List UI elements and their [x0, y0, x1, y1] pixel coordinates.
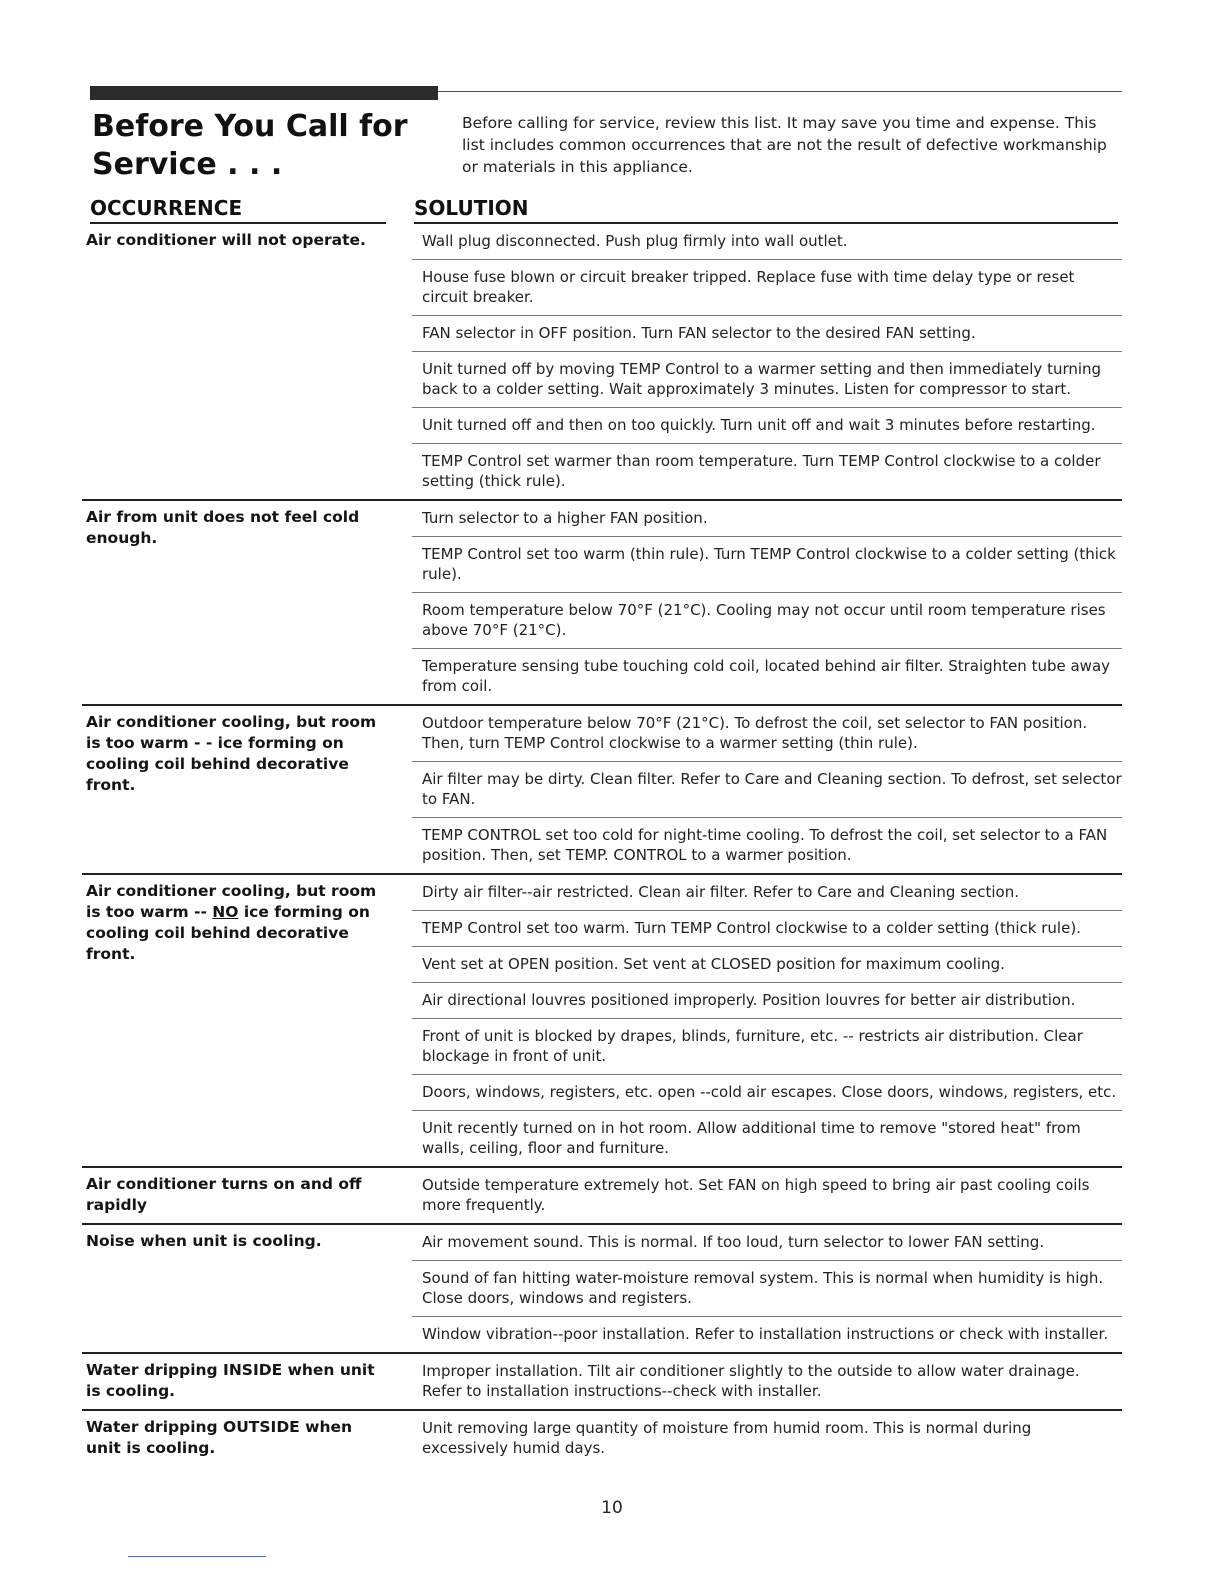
solution-item: Front of unit is blocked by drapes, blinds, furniture, etc. -- restricts air distribution. Clear blockage in front of unit. [412, 1019, 1122, 1075]
header-rule-line [438, 91, 1122, 92]
solution-item: Turn selector to a higher FAN position. [412, 501, 1122, 537]
solution-item: House fuse blown or circuit breaker tripped. Replace fuse with time delay type or reset circuit breaker. [412, 260, 1122, 316]
solution-item: Outdoor temperature below 70°F (21°C). To defrost the coil, set selector to FAN position. Then, turn TEMP Control clockwise to a warmer setting (thin rule). [412, 706, 1122, 762]
occurrence-text: Air conditioner cooling, but room is too warm - - ice forming on cooling coil behind decorative front. [86, 713, 377, 794]
solution-item: Vent set at OPEN position. Set vent at CLOSED position for maximum cooling. [412, 947, 1122, 983]
occurrence-text: Air conditioner turns on and off rapidly [86, 1175, 362, 1214]
solution-item: Temperature sensing tube touching cold coil, located behind air filter. Straighten tube away from coil. [422, 657, 1111, 695]
solution-item: Air filter may be dirty. Clean filter. Refer to Care and Cleaning section. To defrost, set selector to FAN. [412, 762, 1122, 818]
solution-column-header: SOLUTION [414, 196, 529, 220]
occurrence-group [82, 875, 1122, 1168]
solution-item: Dirty air filter--air restricted. Clean air filter. Refer to Care and Cleaning section. [412, 875, 1122, 911]
solution-item: Air movement sound. This is normal. If too loud, turn selector to lower FAN setting. [412, 1225, 1122, 1261]
page-title: Before You Call for Service . . . [92, 109, 408, 182]
page-number: 10 [601, 1498, 623, 1518]
solution-item: Doors, windows, registers, etc. open --cold air escapes. Close doors, windows, registers, etc. [412, 1075, 1122, 1111]
solution-list [412, 1354, 1122, 1409]
solution-item: Wall plug disconnected. Push plug firmly into wall outlet. [412, 224, 1122, 260]
occurrence-column-header: OCCURRENCE [90, 196, 243, 220]
solution-item: TEMP Control set warmer than room temperature. Turn TEMP Control clockwise to a colder setting (thick rule). [422, 452, 1101, 490]
occurrence-text: Noise when unit is cooling. [86, 1232, 322, 1250]
occurrence-group [82, 706, 1122, 875]
solution-list [412, 1168, 1122, 1223]
solution-item: TEMP CONTROL set too cold for night-time cooling. To defrost the coil, set selector to a FAN position. Then, set TEMP. CONTROL to a warmer position. [422, 826, 1108, 864]
occurrence-text: Air from unit does not feel cold enough. [86, 508, 360, 547]
occurrence-group [82, 1354, 1122, 1411]
solution-list [412, 706, 1122, 873]
occurrence-group [82, 501, 1122, 706]
solution-item: Unit recently turned on in hot room. Allow additional time to remove "stored heat" from walls, ceiling, floor and furniture. [422, 1119, 1081, 1157]
occurrence-text-end: ice forming on cooling coil behind decorative front. [86, 903, 370, 963]
occurrence-group [82, 224, 1122, 501]
troubleshooting-table [82, 224, 1122, 1466]
occurrence-text: Water dripping INSIDE when unit is cooling. [86, 1361, 375, 1400]
solution-item: Room temperature below 70°F (21°C). Cooling may not occur until room temperature rises above 70°F (21°C). [412, 593, 1122, 649]
occurrence-group [82, 1168, 1122, 1225]
header-rule [90, 86, 1122, 102]
footer-link-underline [128, 1556, 266, 1557]
solution-item: Improper installation. Tilt air conditioner slightly to the outside to allow water drainage. Refer to installation instructions--check with installer. [422, 1362, 1080, 1400]
occurrence-text: Air conditioner will not operate. [86, 231, 366, 249]
solution-item: FAN selector in OFF position. Turn FAN selector to the desired FAN setting. [412, 316, 1122, 352]
solution-item: Air directional louvres positioned improperly. Position louvres for better air distribution. [412, 983, 1122, 1019]
intro-paragraph: Before calling for service, review this list. It may save you time and expense. This list includes common occurrences that are not the result of defective workmanship or materials in this appliance. [462, 114, 1107, 176]
occurrence-emphasis-no: NO [212, 903, 239, 921]
solution-list [412, 1411, 1122, 1466]
solution-list [412, 1225, 1122, 1352]
solution-item: Window vibration--poor installation. Refer to installation instructions or check with installer. [422, 1325, 1109, 1343]
solution-item: TEMP Control set too warm. Turn TEMP Control clockwise to a colder setting (thick rule). [412, 911, 1122, 947]
solution-list [412, 875, 1122, 1166]
solution-item: Unit turned off and then on too quickly. Turn unit off and wait 3 minutes before restarting. [412, 408, 1122, 444]
solution-item: Unit turned off by moving TEMP Control to a warmer setting and then immediately turning back to a colder setting. Wait approximately 3 minutes. Listen for compressor to start. [412, 352, 1122, 408]
solution-item: Unit removing large quantity of moisture from humid room. This is normal during excessively humid days. [422, 1419, 1032, 1457]
solution-item: TEMP Control set too warm (thin rule). Turn TEMP Control clockwise to a colder setting (thick rule). [412, 537, 1122, 593]
occurrence-text [82, 875, 392, 1166]
occurrence-text: Water dripping OUTSIDE when unit is cooling. [86, 1418, 353, 1457]
solution-list [412, 224, 1122, 499]
solution-item: Sound of fan hitting water-moisture removal system. This is normal when humidity is high. Close doors, windows and registers. [412, 1261, 1122, 1317]
solution-item: Outside temperature extremely hot. Set FAN on high speed to bring air past cooling coils more frequently. [422, 1176, 1090, 1214]
header-rule-bar [90, 86, 438, 100]
occurrence-group [82, 1225, 1122, 1354]
occurrence-group [82, 1411, 1122, 1466]
solution-list [412, 501, 1122, 704]
occurrence-text-start: Air conditioner cooling, but room is too warm -- [86, 882, 377, 921]
